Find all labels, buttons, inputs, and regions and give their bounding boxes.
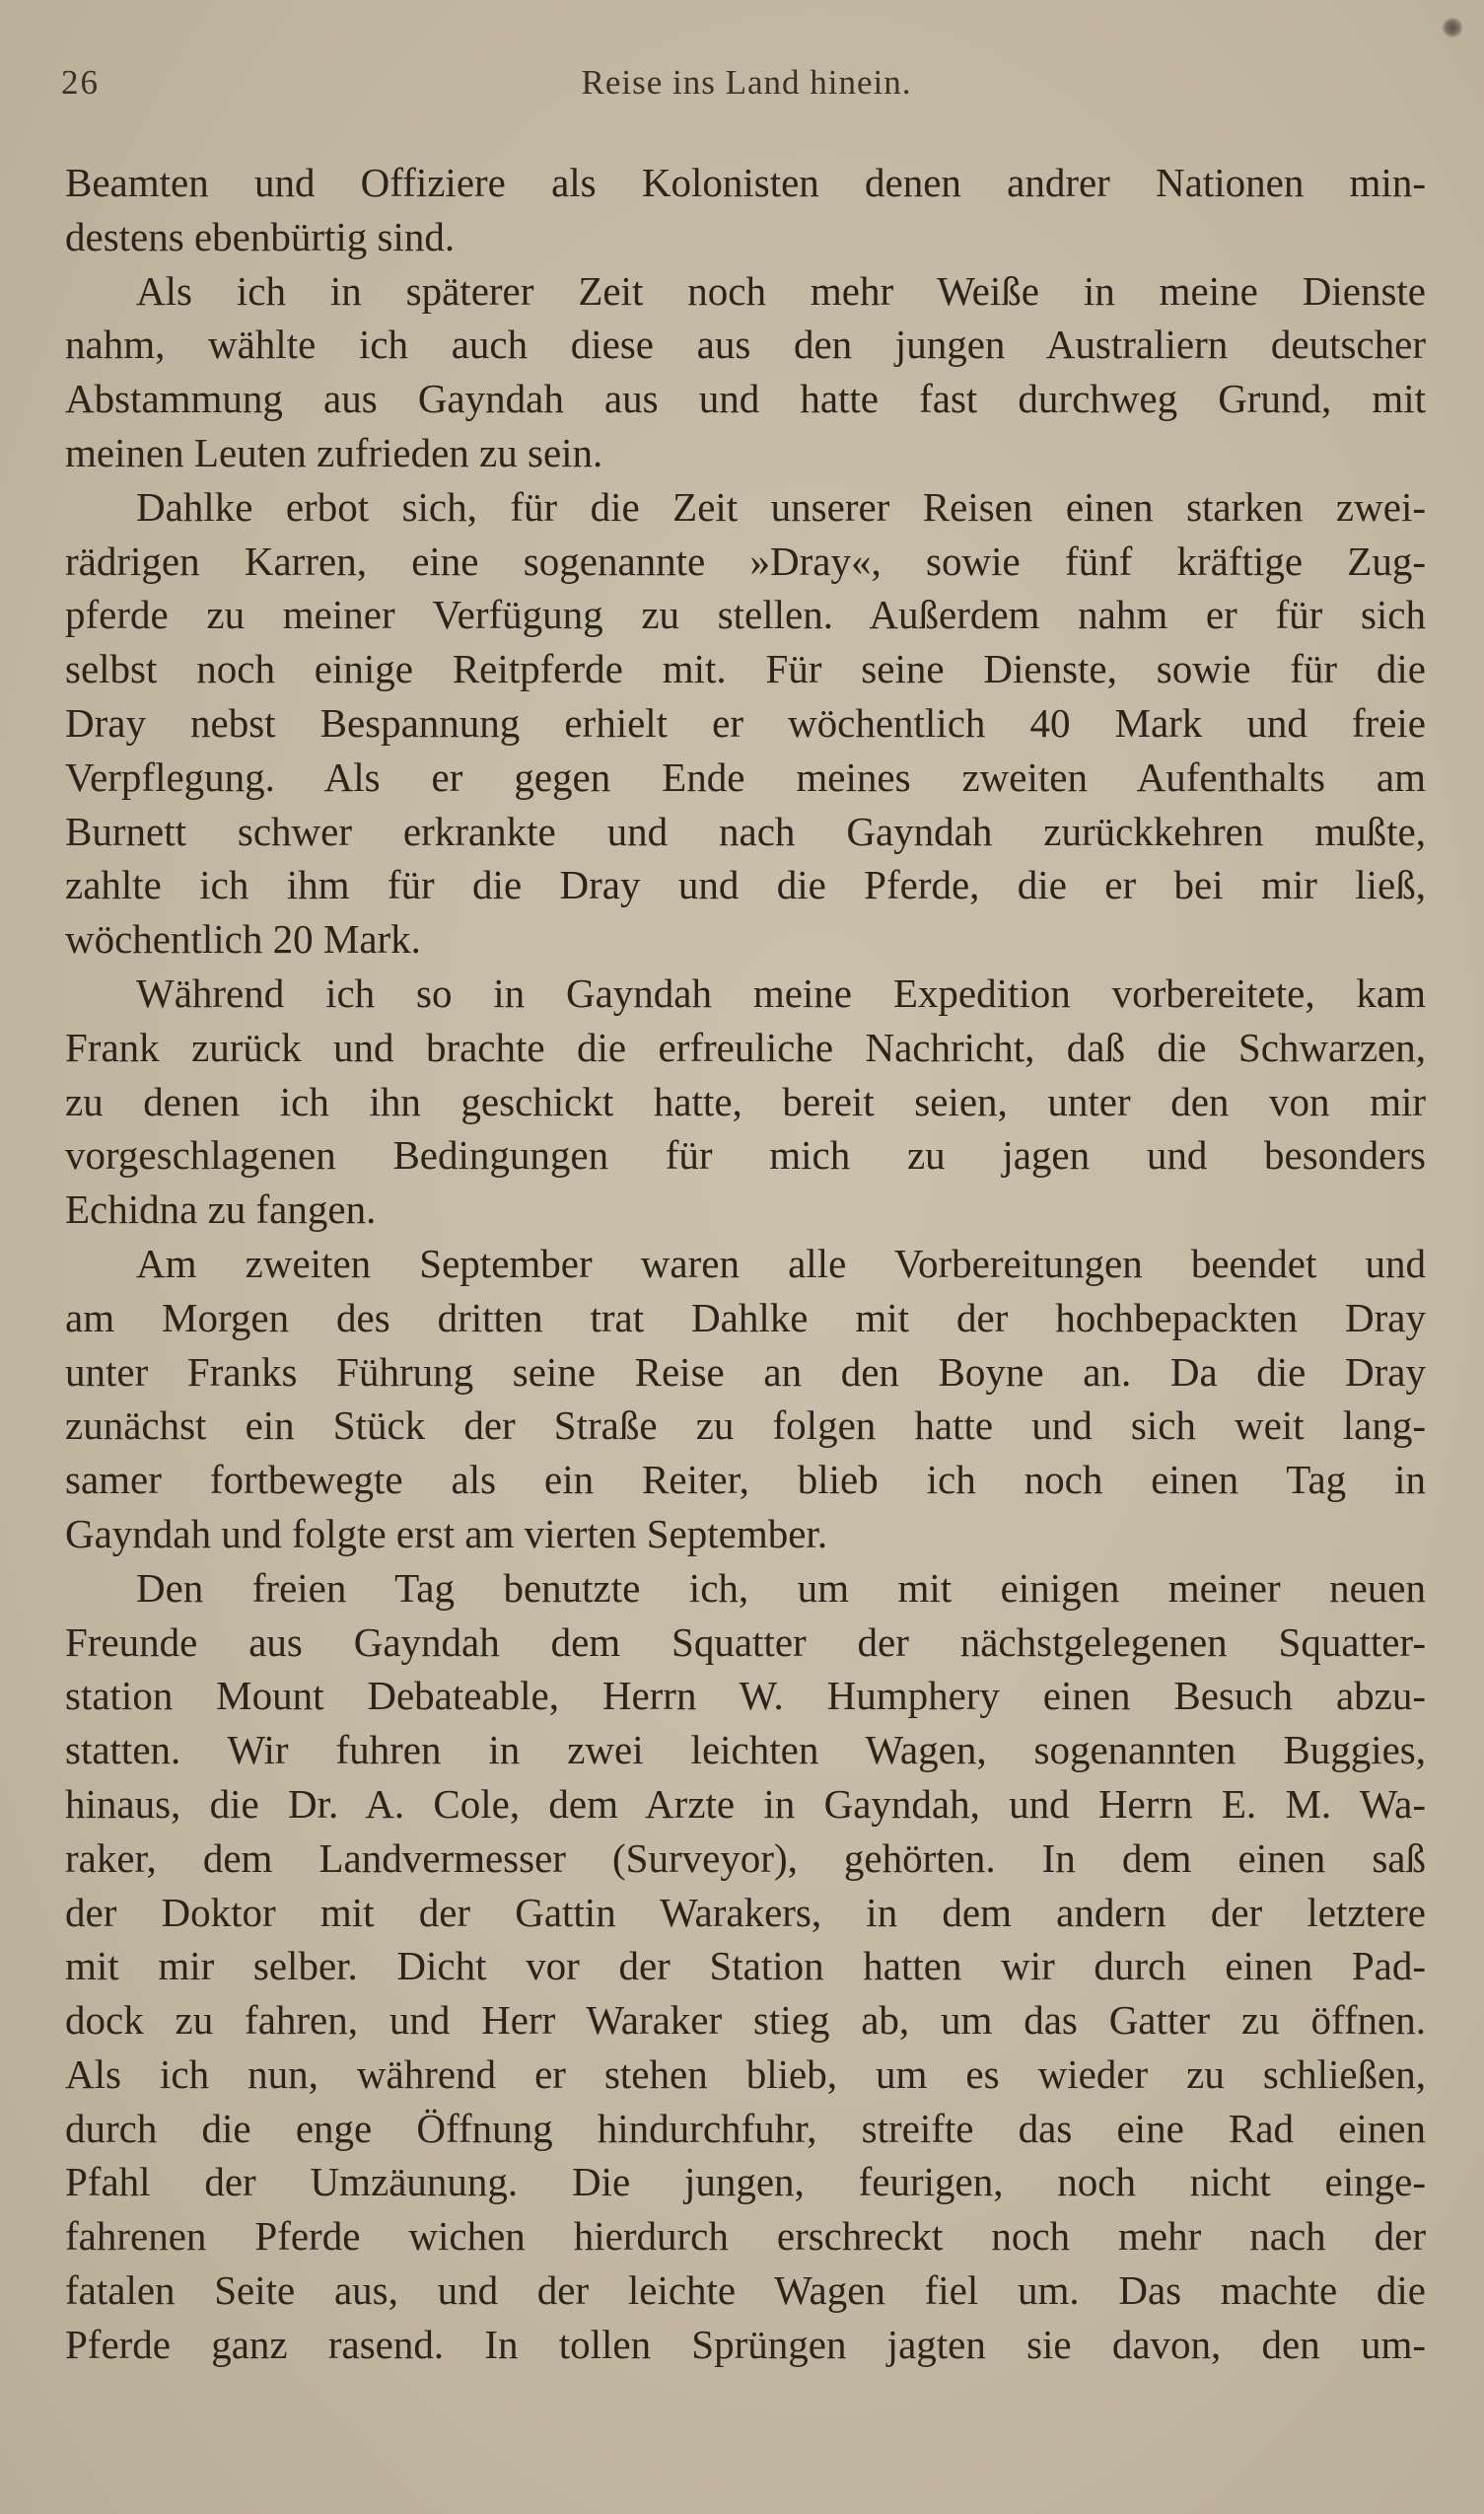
text-line: Dahlke erbot sich, für die Zeit unserer Reisen einen starken zwei- xyxy=(136,483,1426,530)
text-line: nahm, wählte ich auch diese aus den jungen Australiern deutscher xyxy=(65,322,1426,368)
text-line: samer fortbewegte als ein Reiter, blieb ich noch einen Tag in xyxy=(65,1457,1426,1503)
text-line: unter Franks Führung seine Reise an den Boyne an. Da die Dray xyxy=(65,1348,1426,1395)
text-line: raker, dem Landvermesser (Surveyor), gehörten. In dem einen saß xyxy=(65,1834,1426,1881)
text-line: Gayndah und folgte erst am vierten September. xyxy=(65,1510,828,1556)
text-line: destens ebenbürtig sind. xyxy=(65,213,456,259)
text-line: der Doktor mit der Gattin Warakers, in dem andern der letztere xyxy=(65,1889,1426,1935)
text-line: Frank zurück und brachte die erfreuliche Nachricht, daß die Schwarzen, xyxy=(65,1024,1426,1070)
text-line: Während ich so in Gayndah meine Expedition vorbereitete, kam xyxy=(136,970,1426,1016)
text-line: Echidna zu fangen. xyxy=(65,1186,377,1233)
text-line: Als ich nun, während er stehen blieb, um es wieder zu schließen, xyxy=(65,2050,1426,2097)
text-line: dock zu fahren, und Herr Waraker stieg ab, um das Gatter zu öffnen. xyxy=(65,1997,1426,2044)
text-line: rädrigen Karren, eine sogenannte »Dray«, sowie fünf kräftige Zug- xyxy=(65,538,1426,584)
text-line: wöchentlich 20 Mark. xyxy=(65,916,421,963)
text-line: Beamten und Offiziere als Kolonisten denen andrer Nationen min- xyxy=(65,160,1426,205)
paper-blemish xyxy=(1442,18,1463,37)
text-line: zahlte ich ihm für die Dray und die Pferde, die er bei mir ließ, xyxy=(65,862,1426,908)
page-header xyxy=(61,63,1422,118)
page-number: 26 xyxy=(61,63,100,102)
running-head: Reise ins Land hinein. xyxy=(581,63,912,102)
text-line: Dray nebst Bespannung erhielt er wöchentlich 40 Mark und freie xyxy=(65,699,1426,746)
text-line: Verpflegung. Als er gegen Ende meines zweiten Aufenthalts am xyxy=(65,754,1426,800)
text-line: station Mount Debateable, Herrn W. Humphery einen Besuch abzu- xyxy=(65,1673,1426,1719)
text-line: statten. Wir fuhren in zwei leichten Wagen, sogenannten Buggies, xyxy=(65,1727,1426,1773)
text-line: fatalen Seite aus, und der leichte Wagen fiel um. Das machte die xyxy=(65,2267,1426,2314)
text-line: durch die enge Öffnung hindurchfuhr, streifte das eine Rad einen xyxy=(65,2105,1426,2151)
text-line: Den freien Tag benutzte ich, um mit einigen meiner neuen xyxy=(136,1564,1426,1611)
text-line: zunächst ein Stück der Straße zu folgen hatte und sich weit lang- xyxy=(65,1402,1426,1449)
text-line: mit mir selber. Dicht vor der Station hatten wir durch einen Pad- xyxy=(65,1943,1426,1989)
text-line: zu denen ich ihn geschickt hatte, bereit seien, unter den von mir xyxy=(65,1078,1426,1124)
text-line: hinaus, die Dr. A. Cole, dem Arzte in Gayndah, und Herrn E. M. Wa- xyxy=(65,1780,1426,1827)
text-line: Am zweiten September waren alle Vorbereitungen beendet und xyxy=(136,1240,1426,1286)
text-line: Abstammung aus Gayndah aus und hatte fast durchweg Grund, mit xyxy=(65,376,1426,422)
text-line: meinen Leuten zufrieden zu sein. xyxy=(65,429,603,475)
text-line: Burnett schwer erkrankte und nach Gayndah zurückkehren mußte, xyxy=(65,808,1426,854)
text-line: Pfahl der Umzäunung. Die jungen, feurigen, noch nicht einge- xyxy=(65,2159,1426,2205)
text-line: am Morgen des dritten trat Dahlke mit der hochbepackten Dray xyxy=(65,1294,1426,1340)
text-line: fahrenen Pferde wichen hierdurch erschreckt noch mehr nach der xyxy=(65,2213,1426,2260)
text-line: vorgeschlagenen Bedingungen für mich zu jagen und besonders xyxy=(65,1132,1426,1179)
text-line: pferde zu meiner Verfügung zu stellen. Außerdem nahm er für sich xyxy=(65,592,1426,638)
body-text xyxy=(65,156,1426,2372)
text-line: Pferde ganz rasend. In tollen Sprüngen jagten sie davon, den um- xyxy=(65,2321,1426,2367)
text-line: Freunde aus Gayndah dem Squatter der nächstgelegenen Squatter- xyxy=(65,1618,1426,1665)
text-line: Als ich in späterer Zeit noch mehr Weiße in meine Dienste xyxy=(136,267,1426,314)
text-line: selbst noch einige Reitpferde mit. Für seine Dienste, sowie für die xyxy=(65,646,1426,692)
